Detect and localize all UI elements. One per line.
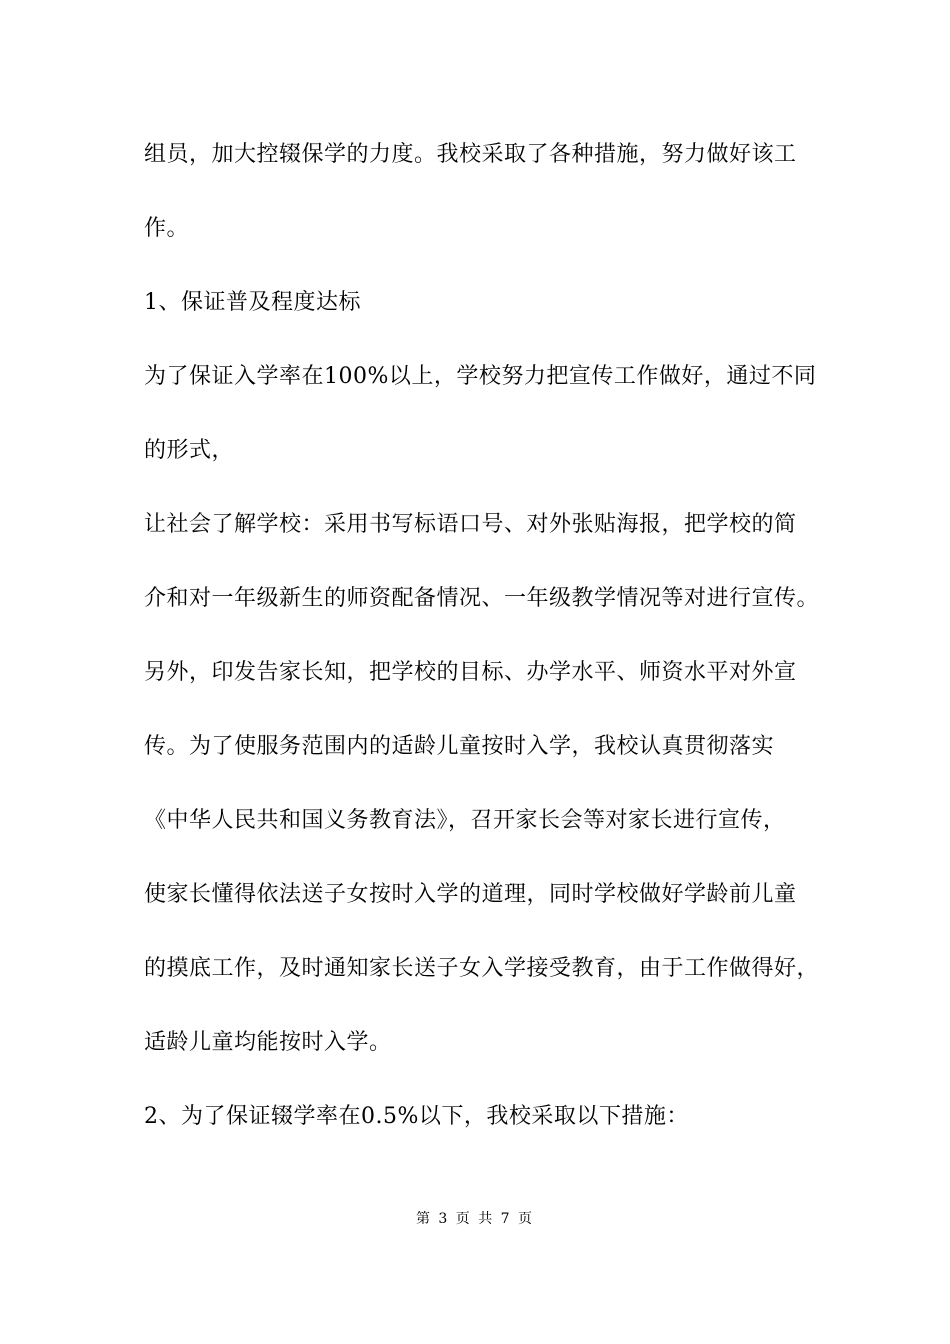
paragraph-line: 组员，加大控辍保学的力度。我校采取了各种措施，努力做好该工 [144,142,797,167]
page-number-footer: 第 3 页 共 7 页 [415,1211,535,1227]
section-heading: 1、保证普及程度达标 [144,290,361,315]
paragraph-line: 另外，印发告家长知，把学校的目标、办学水平、师资水平对外宣 [144,660,797,685]
paragraph-line: 传。为了使服务范围内的适龄儿童按时入学，我校认真贯彻落实 [144,734,775,759]
paragraph-line: 介和对一年级新生的师资配备情况、一年级教学情况等对进行宣传。 [144,586,820,611]
paragraph-line: 作。 [144,216,190,241]
paragraph-line: 适龄儿童均能按时入学。 [144,1030,392,1055]
paragraph-line: 《中华人民共和国义务教育法》，召开家长会等对家长进行宣传， [144,808,786,833]
paragraph-line: 的摸底工作，及时通知家长送子女入学接受教育，由于工作做得好， [144,956,820,981]
paragraph-line: 使家长懂得依法送子女按时入学的道理，同时学校做好学龄前儿童 [144,882,797,907]
paragraph-line: 让社会了解学校：采用书写标语口号、对外张贴海报，把学校的简 [144,512,797,537]
section-heading: 2、为了保证辍学率在0.5%以下，我校采取以下措施： [144,1104,689,1129]
paragraph-line: 的形式， [144,438,235,463]
paragraph-line: 为了保证入学率在100%以上，学校努力把宣传工作做好，通过不同 [144,364,817,389]
